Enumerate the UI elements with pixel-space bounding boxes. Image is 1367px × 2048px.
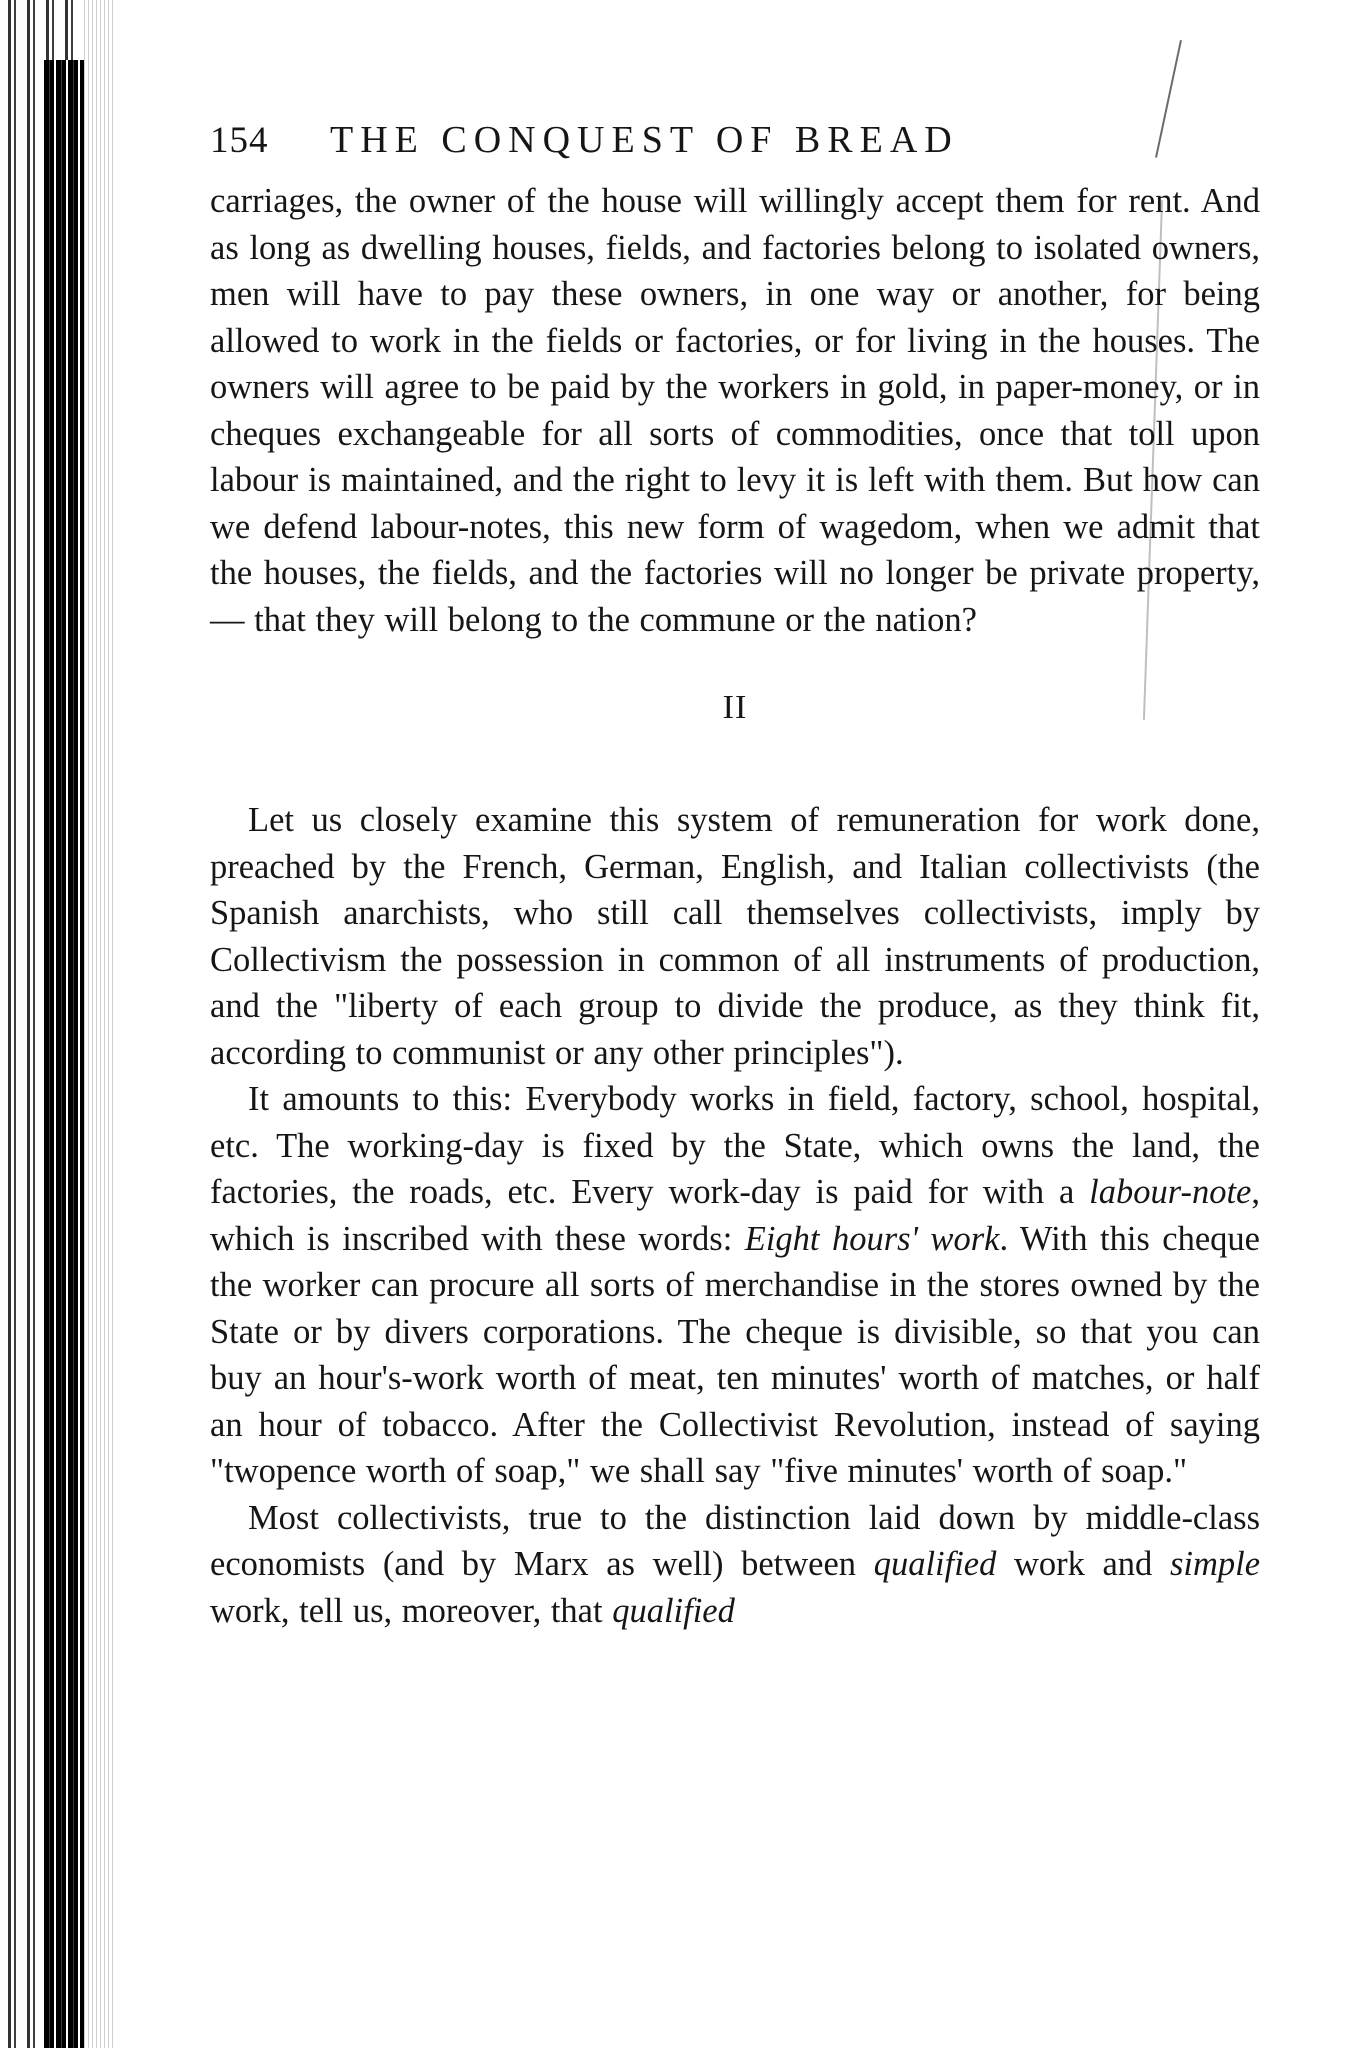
book-title: THE CONQUEST OF BREAD (330, 119, 959, 161)
text-run: Most collectivists, true to the distinction laid down by middle-class economists (and by Marx as well) between (210, 1498, 1260, 1583)
italic-term: qualified (612, 1591, 735, 1630)
italic-term: qualified (873, 1545, 997, 1583)
text-run: . With this cheque the worker can procure all sorts of merchandise in the stores owned by the State or by divers corporations. The cheque is divisible, so that you can buy an hour's-work worth of meat, ten minutes' worth of matches, or half an hour of tobacco. After the Collectivist Revolution, instead of saying "twopence worth of soap," we shall say "five minutes' worth of soap." (210, 1219, 1260, 1490)
italic-term: simple (1169, 1545, 1261, 1583)
text-run: work and (996, 1545, 1170, 1583)
book-page (210, 118, 1260, 1634)
text-run: It amounts to this: Everybody works in field, factory, school, hospital, etc. The working-day is fixed by the State, which owns the land, the factories, the roads, etc. Every work-day is paid for with a (210, 1080, 1260, 1211)
page-number: 154 (210, 120, 269, 161)
paragraph-qualified-work (210, 1495, 1260, 1635)
paragraph-continued: carriages, the owner of the house will willingly accept them for rent. And as long as dwelling houses, fields, and factories belong to isolated owners, men will have to pay these owners, in one way or another, for being allowed to work in the fields or factories, or for living in the houses. The owners will agree to be paid by the workers in gold, in paper-money, or in cheques exchangeable for all sorts of commodities, once that toll upon labour is maintained, and the right to levy it is left with them. But how can we defend labour-notes, this new form of wagedom, when we admit that the houses, the fields, and the factories will no longer be private property,— that they will belong to the commune or the nation? (210, 182, 1260, 639)
book-gutter-shadow (44, 60, 84, 2048)
book-gutter-edge (84, 0, 114, 2048)
paragraph-labour-note (210, 1076, 1260, 1495)
running-head (210, 118, 1260, 170)
italic-term: labour-note (1089, 1173, 1252, 1211)
section-heading: II (722, 689, 748, 726)
italic-term: Eight hours' work (744, 1219, 1000, 1258)
paragraph-remuneration: Let us closely examine this system of remuneration for work done, preached by the French, German, English, and Italian collectivists (the Spanish anarchists, who still call themselves collectivists, imply by Collectivism the possession in common of all instruments of production, and the "liberty of each group to divide the produce, as they think fit, according to communist or any other principles"). (210, 801, 1260, 1072)
text-run: , which is inscribed with these words: (210, 1173, 1260, 1258)
text-run: work, tell us, moreover, that (210, 1591, 613, 1630)
